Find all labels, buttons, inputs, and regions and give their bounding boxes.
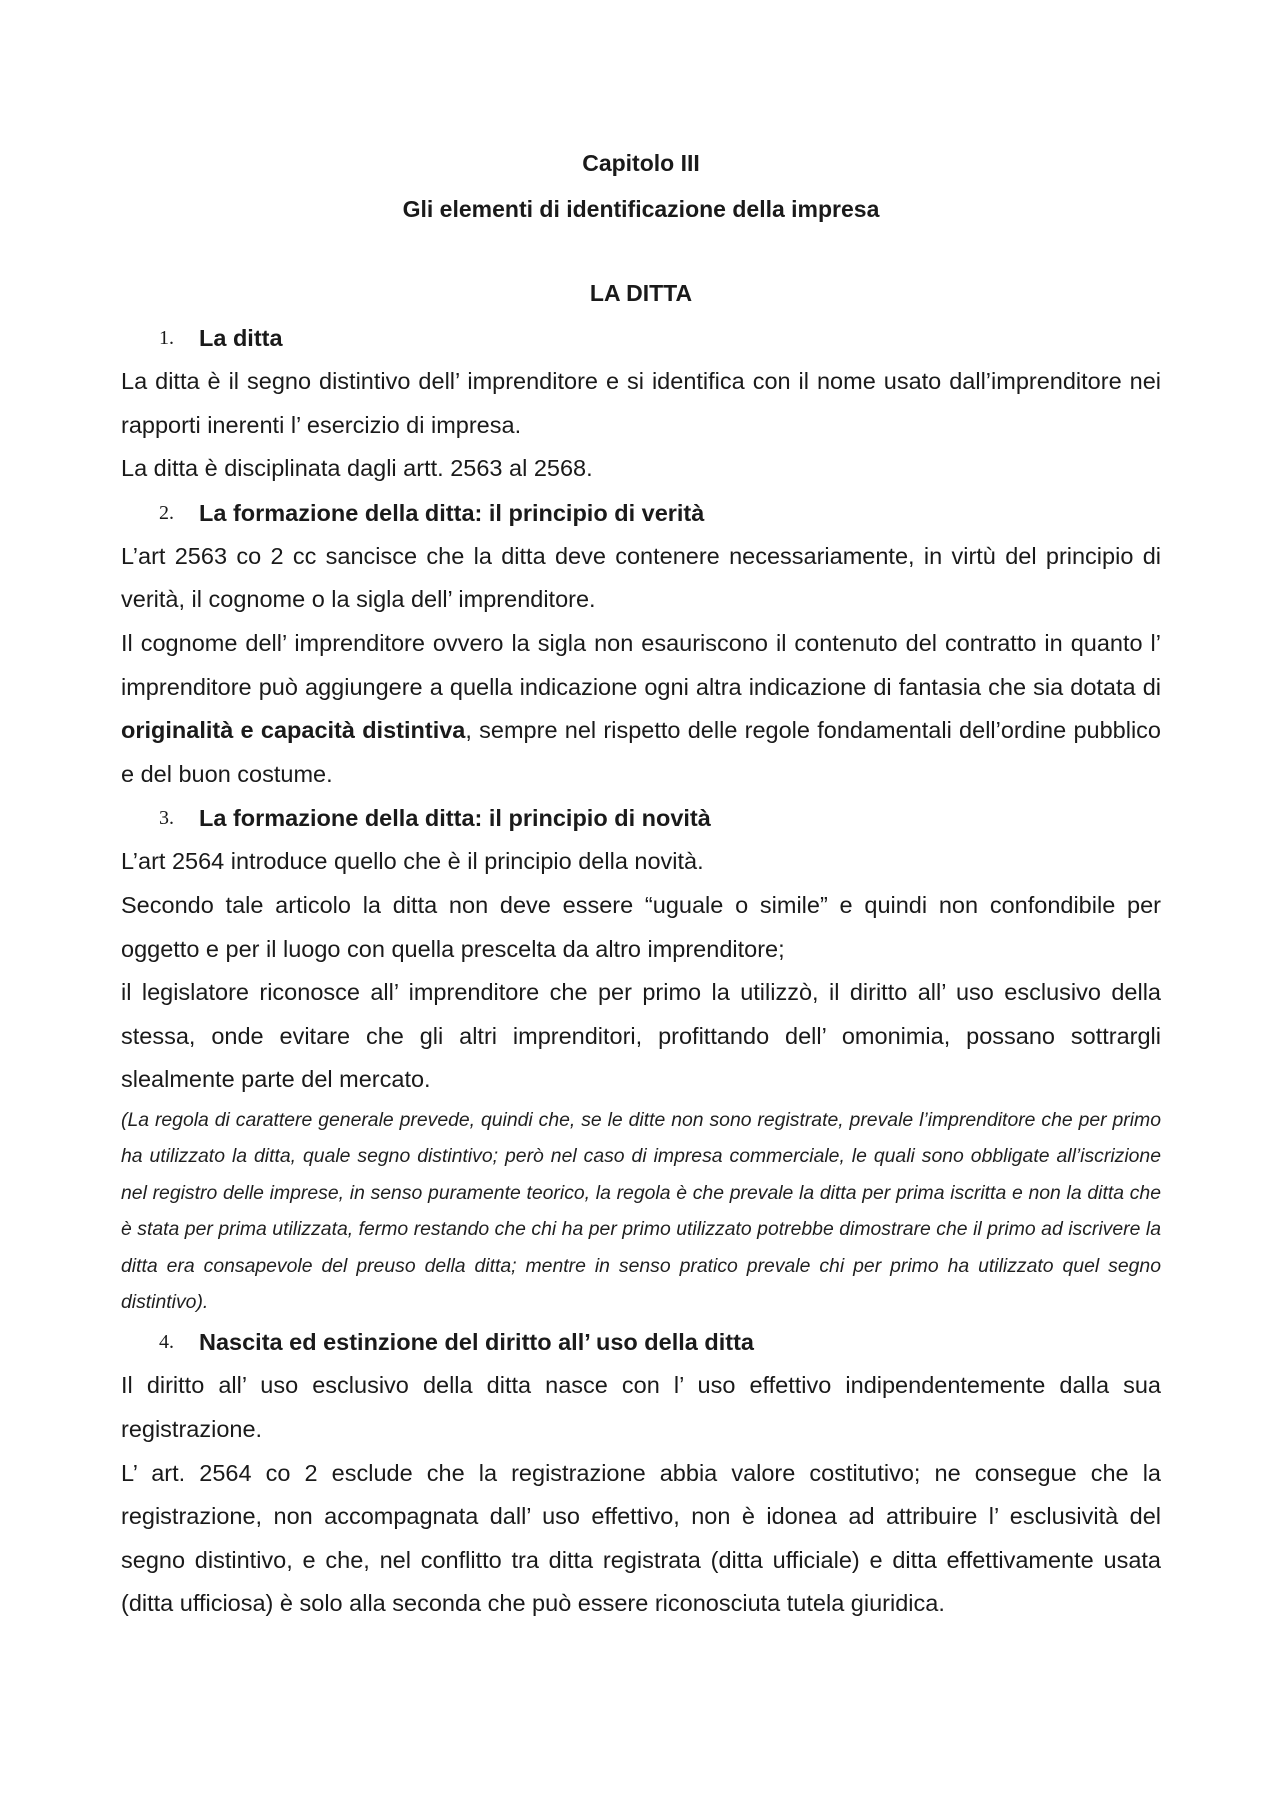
section-number: 4. [159,1331,174,1354]
paragraph: L’ art. 2564 co 2 esclude che la registrazione abbia valore costitutivo; ne consegue che la registrazione, non accompagnata dall’ uso effettivo, non è idonea ad attribuire l’ esclusività del segno distintivo, e che, nel conflitto tra ditta registrata (ditta ufficiale) e ditta effettivamente usata (ditta ufficiosa) è solo alla seconda che può essere riconosciuta tutela giuridica. [121,1459,1161,1617]
paragraph-with-emphasis [121,622,1161,796]
document-body [121,316,1161,1626]
paragraph: il legislatore riconosce all’ imprenditore che per primo la utilizzò, il diritto all’ uso esclusivo della stessa, onde evitare che gli altri imprenditori, profittando dell’ omonimia, possano sottrargli slealmente parte del mercato. [121,979,1161,1093]
paragraph-text: , sempre nel rispetto delle regole fondamentali dell’ordine pubblico e del buon costume. [121,717,1161,787]
section-heading [121,1320,1161,1364]
paragraph: La ditta è il segno distintivo dell’ imprenditore e si identifica con il nome usato dall’imprenditore nei rapporti inerenti l’ esercizio di impresa. [121,368,1161,438]
section-heading-text: La formazione della ditta: il principio di verità [199,499,705,526]
section-1 [121,316,1161,491]
section-4 [121,1320,1161,1626]
section-heading-text: La ditta [199,325,283,351]
paragraph: Secondo tale articolo la ditta non deve essere “uguale o simile” e quindi non confondibile per oggetto e per il luogo con quella prescelta da altro imprenditore; [121,891,1161,962]
section-heading-text: La formazione della ditta: il principio di novità [199,805,711,832]
paragraph-text: Il cognome dell’ imprenditore ovvero la sigla non esauriscono il contenuto del contratto in quanto l’ imprenditore può aggiungere a quella indicazione ogni altra indicazione di fantasia che sia dotata di [121,629,1161,700]
paragraph: L’art 2564 introduce quello che è il principio della novità. [121,848,704,875]
section-title: LA DITTA [589,280,693,306]
section-heading [121,796,1161,840]
section-number: 2. [159,501,174,524]
section-heading-text: Nascita ed estinzione del diritto all’ uso della ditta [199,1329,754,1356]
section-2 [121,491,1161,797]
section-heading [121,316,1161,360]
paragraph: La ditta è disciplinata dagli artt. 2563 al 2568. [121,455,593,482]
section-number: 3. [159,807,174,830]
section-heading [121,491,1161,535]
emphasis-text: originalità e capacità distintiva [121,717,466,744]
italic-note: (La regola di carattere generale prevede, quindi che, se le ditte non sono registrate, prevale l’imprenditore che per primo ha utilizzato la ditta, quale segno distintivo; però nel caso di impresa commerciale, le quali sono obbligate all’iscrizione nel registro delle imprese, in senso puramente teorico, la regola è che prevale la ditta per prima iscritta e non la ditta che è stata per prima utilizzata, fermo restando che chi ha per primo utilizzato potrebbe dimostrare che il primo ad iscrivere la ditta era consapevole del preuso della ditta; mentre in senso pratico prevale chi per primo ha utilizzato quel segno distintivo). [121,1108,1161,1313]
section-3 [121,796,1161,1320]
paragraph: Il diritto all’ uso esclusivo della ditta nasce con l’ uso effettivo indipendentemente dalla sua registrazione. [121,1372,1161,1442]
chapter-title: Gli elementi di identificazione della impresa [402,196,880,222]
paragraph: L’art 2563 co 2 cc sancisce che la ditta deve contenere necessariamente, in virtù del principio di verità, il cognome o la sigla dell’ imprenditore. [121,542,1161,613]
section-number: 1. [159,327,174,349]
chapter-label: Capitolo III [582,150,700,176]
